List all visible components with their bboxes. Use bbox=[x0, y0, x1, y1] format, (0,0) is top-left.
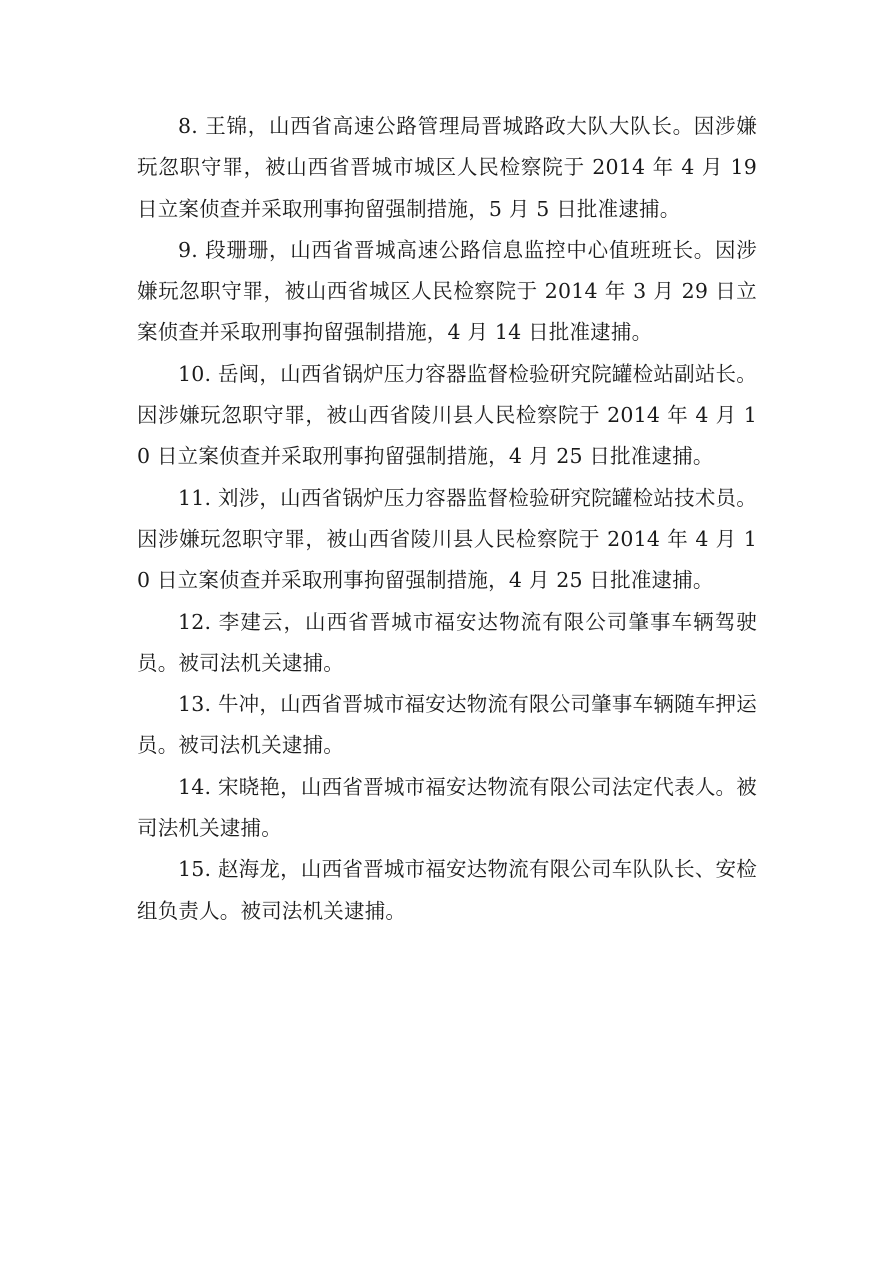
paragraph-item-9: 9. 段珊珊，山西省晋城高速公路信息监控中心值班班长。因涉嫌玩忽职守罪，被山西省城区人民检察院于 2014 年 3 月 29 日立案侦查并采取刑事拘留强制措施，4 月 14 日批准逮捕。 bbox=[137, 237, 757, 345]
paragraph-item-13: 13. 牛冲，山西省晋城市福安达物流有限公司肇事车辆随车押运员。被司法机关逮捕。 bbox=[137, 692, 757, 758]
paragraph-item-10: 10. 岳闽，山西省锅炉压力容器监督检验研究院罐检站副站长。因涉嫌玩忽职守罪，被山西省陵川县人民检察院于 2014 年 4 月 10 日立案侦查并采取刑事拘留强制措施，4 月 25 日批准逮捕。 bbox=[137, 361, 757, 469]
paragraph-item-14: 14. 宋晓艳，山西省晋城市福安达物流有限公司法定代表人。被司法机关逮捕。 bbox=[137, 774, 757, 841]
document-body bbox=[137, 106, 757, 932]
paragraph-item-8: 8. 王锦，山西省高速公路管理局晋城路政大队大队长。因涉嫌玩忽职守罪，被山西省晋城市城区人民检察院于 2014 年 4 月 19 日立案侦查并采取刑事拘留强制措施，5 月 5 日批准逮捕。 bbox=[137, 114, 757, 221]
paragraph-item-15: 15. 赵海龙，山西省晋城市福安达物流有限公司车队队长、安检组负责人。被司法机关逮捕。 bbox=[137, 857, 757, 923]
paragraph-item-11: 11. 刘涉，山西省锅炉压力容器监督检验研究院罐检站技术员。因涉嫌玩忽职守罪，被山西省陵川县人民检察院于 2014 年 4 月 10 日立案侦查并采取刑事拘留强制措施，4 月 25 日批准逮捕。 bbox=[137, 485, 757, 593]
paragraph-item-12: 12. 李建云，山西省晋城市福安达物流有限公司肇事车辆驾驶员。被司法机关逮捕。 bbox=[137, 609, 757, 675]
